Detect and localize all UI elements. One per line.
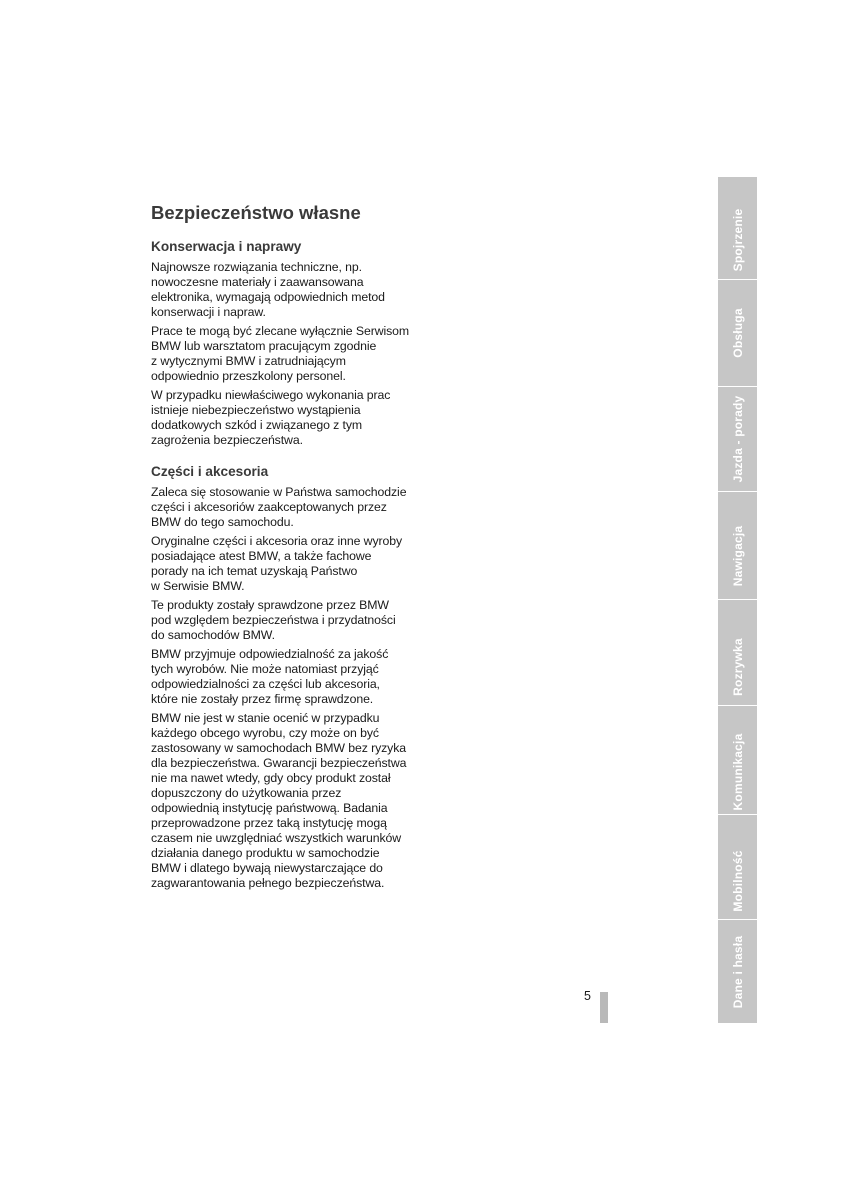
text-line: części i akcesoriów zaakceptowanych przez [151,500,387,514]
text-line: Te produkty zostały sprawdzone przez BMW [151,598,389,612]
tab-label: Jazda - porady [730,395,745,483]
text-line: BMW lub warsztatom pracującym zgodnie [151,339,377,353]
main-content [151,238,416,895]
text-line: które nie zostały przez firmę sprawdzone. [151,692,374,706]
text-line: czasem nie uwzględniać wszystkich warunków [151,831,402,845]
page-marker-bar [600,992,608,1023]
text-line: elektronika, wymagają odpowiednich metod [151,290,385,304]
text-line: istnieje niebezpieczeństwo wystąpienia [151,403,361,417]
text-line: Oryginalne części i akcesoria oraz inne wyroby [151,534,403,548]
tab-rozrywka[interactable] [718,600,757,705]
paragraph [151,598,416,643]
tab-komunikacja[interactable] [718,706,757,814]
text-line: przeprowadzone przez taką instytucję mogą [151,816,387,830]
tab-spojrzenie[interactable] [718,177,757,279]
text-line: dopuszczony do użytkowania przez [151,786,342,800]
paragraph [151,260,416,320]
text-line: Najnowsze rozwiązania techniczne, np. [151,260,362,274]
text-line: do samochodów BMW. [151,628,275,642]
text-line: konserwacji i napraw. [151,305,266,319]
text-line: w Serwisie BMW. [151,579,245,593]
text-line: odpowiedzialności za części lub akcesoria, [151,677,380,691]
text-line: każdego obcego wyrobu, czy może on być [151,726,379,740]
text-line: Zaleca się stosowanie w Państwa samochodzie [151,485,407,499]
text-line: tych wyrobów. Nie może natomiast przyjąć [151,662,379,676]
paragraph [151,647,416,707]
text-line: dodatkowych szkód i związanego z tym [151,418,363,432]
text-line: posiadające atest BMW, a także fachowe [151,549,372,563]
tab-dane-i-hasla[interactable] [718,920,757,1023]
tab-nawigacja[interactable] [718,492,757,599]
text-line: Prace te mogą być zlecane wyłącznie Serwisom [151,324,410,338]
tab-label: Rozrywka [730,637,745,696]
paragraph [151,711,416,891]
text-line: zastosowany w samochodach BMW bez ryzyka [151,741,407,755]
text-line: odpowiednio przeszkolony personel. [151,369,346,383]
paragraph [151,324,416,384]
tab-obsluga[interactable] [718,280,757,386]
text-line: zagwarantowania pełnego bezpieczeństwa. [151,876,385,890]
text-line: działania danego produktu w samochodzie [151,846,380,860]
text-line: BMW nie jest w stanie ocenić w przypadku [151,711,380,725]
text-line: nie ma nawet wtedy, gdy obcy produkt został [151,771,391,785]
text-line: porady na ich temat uzyskają Państwo [151,564,358,578]
chapter-tabs [718,177,757,1023]
paragraph [151,534,416,594]
tab-label: Obsługa [730,308,745,358]
tab-label: Dane i hasła [730,935,745,1008]
text-line: odpowiednią instytucję państwową. Badania [151,801,388,815]
tab-label: Mobilność [730,850,745,912]
tab-label: Spojrzenie [730,208,745,272]
tab-label: Nawigacja [730,525,745,586]
tab-label: Komunikacja [730,733,745,811]
text-line: pod względem bezpieczeństwa i przydatności [151,613,396,627]
text-line: W przypadku niewłaściwego wykonania prac [151,388,391,402]
text-line: BMW przyjmuje odpowiedzialność za jakość [151,647,389,661]
tab-jazda-porady[interactable] [718,387,757,491]
paragraph [151,388,416,448]
section-heading-konserwacja: Konserwacja i naprawy [151,239,302,254]
text-line: nowoczesne materiały i zaawansowana [151,275,364,289]
paragraph [151,485,416,530]
section-heading-czesci: Części i akcesoria [151,464,269,479]
text-line: BMW do tego samochodu. [151,515,294,529]
text-line: dla bezpieczeństwa. Gwarancji bezpieczeństwa [151,756,407,770]
text-line: zagrożenia bezpieczeństwa. [151,433,303,447]
text-line: z wytycznymi BMW i zatrudniającym [151,354,346,368]
tab-mobilnosc[interactable] [718,815,757,919]
page-title: Bezpieczeństwo własne [151,202,361,223]
text-line: BMW i dlatego bywają niewystarczające do [151,861,383,875]
page-number: 5 [584,989,591,1003]
